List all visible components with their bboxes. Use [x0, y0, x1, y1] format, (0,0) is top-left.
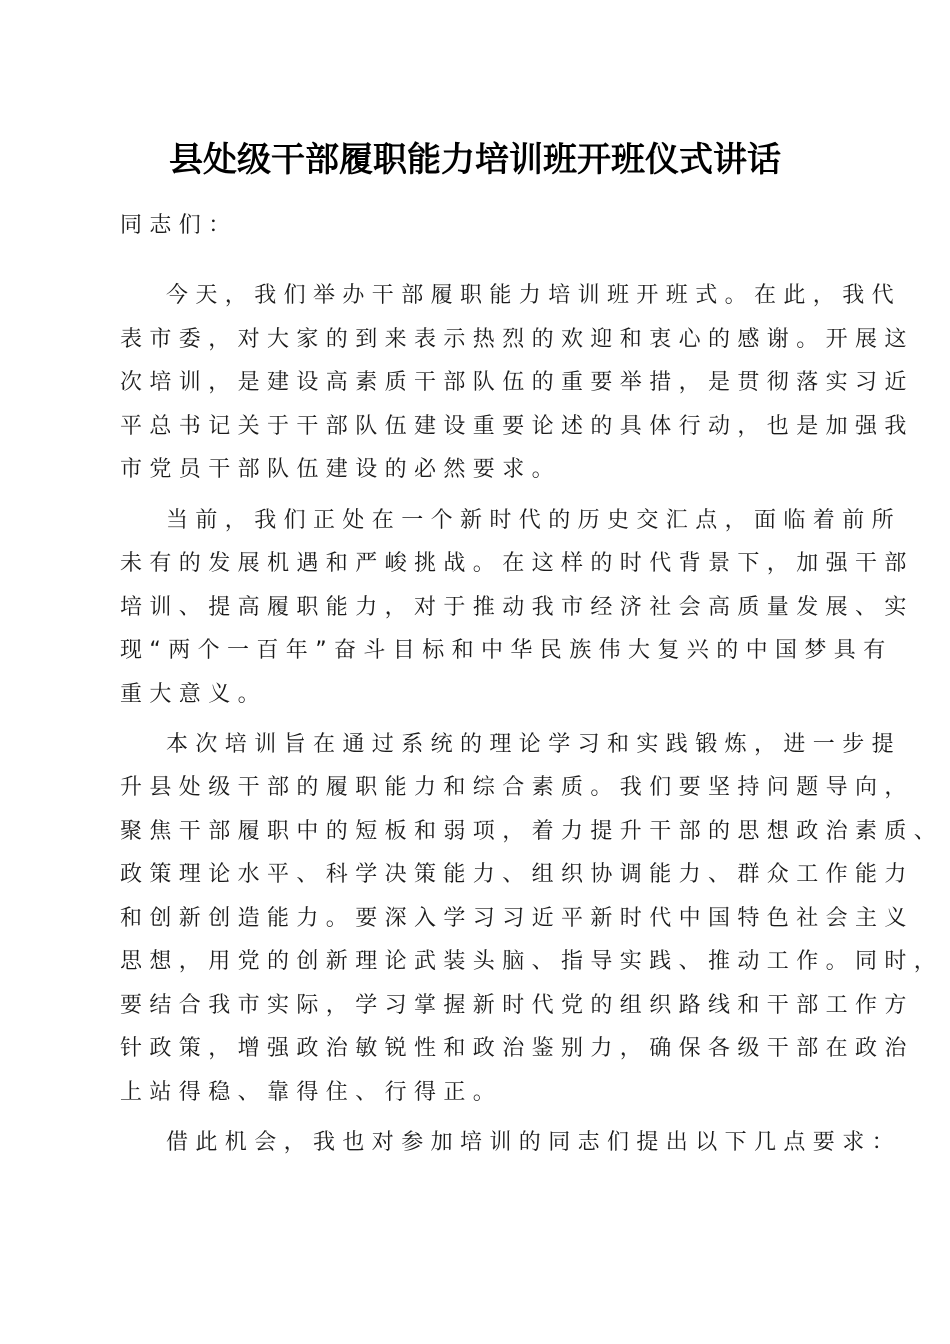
paragraph-line: 培训、提高履职能力，对于推动我市经济社会高质量发展、实 — [120, 595, 914, 620]
paragraph-line: 聚焦干部履职中的短板和弱项，着力提升干部的思想政治素质、 — [120, 819, 944, 844]
paragraph-line: 市党员干部队伍建设的必然要求。 — [120, 457, 562, 482]
paragraph-line: 和创新创造能力。要深入学习习近平新时代中国特色社会主义 — [120, 906, 914, 931]
paragraph-line: 当前，我们正处在一个新时代的历史交汇点，面临着前所 — [166, 508, 902, 533]
paragraph-line: 升县处级干部的履职能力和综合素质。我们要坚持问题导向， — [120, 775, 914, 800]
paragraph-line: 现“两个一百年”奋斗目标和中华民族伟大复兴的中国梦具有 — [120, 638, 893, 663]
paragraph-line: 重大意义。 — [120, 682, 268, 707]
paragraph-line: 上站得稳、靠得住、行得正。 — [120, 1080, 503, 1105]
paragraph-line: 次培训，是建设高素质干部队伍的重要举措，是贯彻落实习近 — [120, 370, 914, 395]
paragraph-line: 未有的发展机遇和严峻挑战。在这样的时代背景下，加强干部 — [120, 551, 914, 576]
paragraph-line: 政策理论水平、科学决策能力、组织协调能力、群众工作能力 — [120, 862, 914, 887]
paragraph-line: 针政策，增强政治敏锐性和政治鉴别力，确保各级干部在政治 — [120, 1036, 914, 1061]
salutation: 同志们： — [120, 213, 238, 238]
paragraph-line: 本次培训旨在通过系统的理论学习和实践锻炼，进一步提 — [166, 732, 902, 757]
paragraph-line: 思想，用党的创新理论武装头脑、指导实践、推动工作。同时， — [120, 949, 944, 974]
paragraph-line: 平总书记关于干部队伍建设重要论述的具体行动，也是加强我 — [120, 414, 914, 439]
paragraph-line: 借此机会，我也对参加培训的同志们提出以下几点要求： — [166, 1130, 902, 1155]
paragraph-line: 表市委，对大家的到来表示热烈的欢迎和衷心的感谢。开展这 — [120, 327, 914, 352]
document-title: 县处级干部履职能力培训班开班仪式讲话 — [169, 140, 781, 180]
paragraph-line: 今天，我们举办干部履职能力培训班开班式。在此，我代 — [166, 283, 902, 308]
paragraph-line: 要结合我市实际，学习掌握新时代党的组织路线和干部工作方 — [120, 993, 914, 1018]
